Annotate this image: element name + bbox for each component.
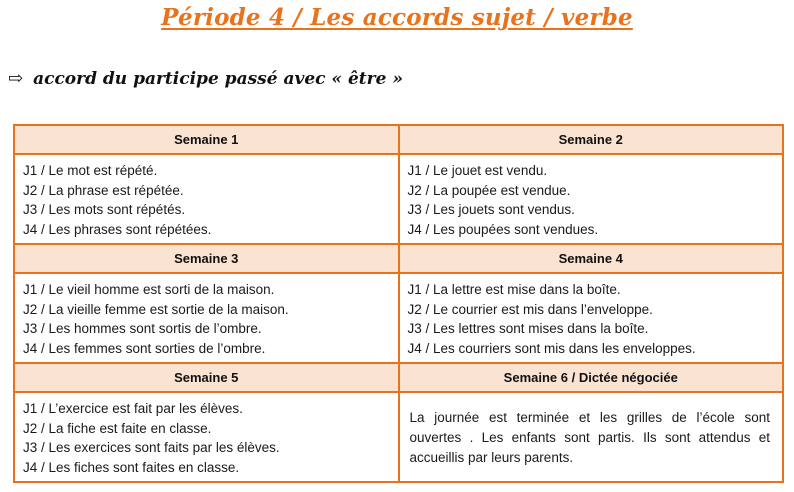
sentence-line: J1 / L’exercice est fait par les élèves. bbox=[23, 401, 243, 416]
week-1-cell bbox=[14, 154, 399, 244]
sentence-line: J4 / Les phrases sont répétées. bbox=[23, 221, 212, 237]
page-title: Période 4 / Les accords sujet / verbe bbox=[161, 4, 633, 31]
sentence-line: J3 / Les exercices sont faits par les élèves. bbox=[23, 440, 280, 455]
week-5-cell bbox=[14, 392, 399, 482]
week-2-header: Semaine 2 bbox=[399, 125, 784, 154]
sentence-line: J4 / Les femmes sont sorties de l’ombre. bbox=[23, 340, 266, 356]
sentence-line: J3 / Les jouets sont vendus. bbox=[407, 202, 575, 217]
sentence-line: J2 / Le courrier est mis dans l’enveloppe. bbox=[407, 301, 653, 317]
sentence-line: J2 / La fiche est faite en classe. bbox=[23, 420, 212, 436]
sentence-line: J4 / Les fiches sont faites en classe. bbox=[23, 459, 240, 475]
table-header-row bbox=[14, 125, 783, 154]
sentence-line: J3 / Les mots sont répétés. bbox=[23, 202, 186, 217]
week-6-cell bbox=[399, 392, 784, 482]
arrow-right-icon: ⇨ bbox=[8, 68, 24, 89]
week-5-header: Semaine 5 bbox=[14, 363, 399, 392]
week-6-header: Semaine 6 / Dictée négociée bbox=[399, 363, 784, 392]
sentence-line: J1 / Le jouet est vendu. bbox=[407, 163, 548, 178]
sentence-line: J2 / La poupée est vendue. bbox=[407, 182, 571, 198]
week-4-header: Semaine 4 bbox=[399, 244, 784, 273]
table-row bbox=[14, 154, 783, 244]
sentence-line: J1 / Le mot est répété. bbox=[23, 163, 158, 178]
subtitle-text: accord du participe passé avec « être » bbox=[33, 68, 403, 89]
table-row bbox=[14, 273, 783, 363]
weeks-table bbox=[13, 124, 784, 483]
week-2-cell bbox=[399, 154, 784, 244]
section-subtitle bbox=[8, 68, 403, 89]
sentence-line: J4 / Les courriers sont mis dans les enveloppes. bbox=[407, 340, 696, 356]
sentence-line: J3 / Les hommes sont sortis de l’ombre. bbox=[23, 321, 262, 336]
week-3-header: Semaine 3 bbox=[14, 244, 399, 273]
table-header-row bbox=[14, 363, 783, 392]
sentence-line: J2 / La phrase est répétée. bbox=[23, 182, 184, 198]
table-header-row bbox=[14, 244, 783, 273]
dictation-paragraph: La journée est terminée et les grilles de l’école sont ouvertes . Les enfants sont partis. Ils sont attendus et accueillis par leurs parents. bbox=[409, 410, 770, 465]
sentence-line: J2 / La vieille femme est sortie de la maison. bbox=[23, 301, 289, 317]
week-4-cell bbox=[399, 273, 784, 363]
week-1-header: Semaine 1 bbox=[14, 125, 399, 154]
sentence-line: J4 / Les poupées sont vendues. bbox=[407, 221, 599, 237]
table-row bbox=[14, 392, 783, 482]
sentence-line: J3 / Les lettres sont mises dans la boîte. bbox=[407, 321, 649, 336]
sentence-line: J1 / Le vieil homme est sorti de la maison. bbox=[23, 282, 275, 297]
week-3-cell bbox=[14, 273, 399, 363]
sentence-line: J1 / La lettre est mise dans la boîte. bbox=[407, 282, 621, 297]
